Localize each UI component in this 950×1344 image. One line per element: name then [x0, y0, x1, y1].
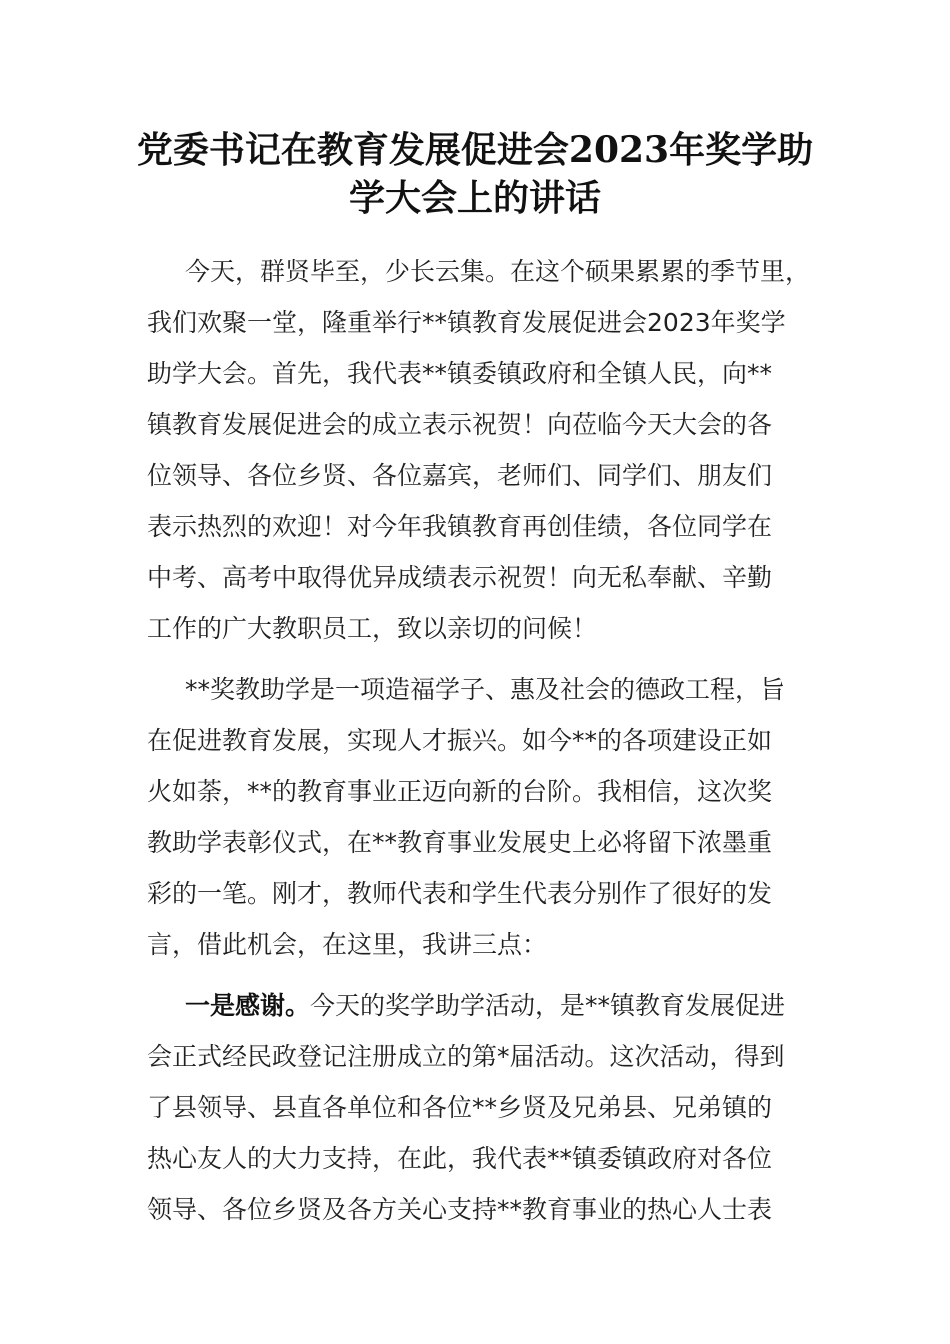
section-lead-heading: 一是感谢。: [185, 991, 311, 1020]
paragraph-line: 火如荼，**的教育事业正迈向新的台阶。我相信，这次奖: [147, 777, 773, 806]
document-title: [120, 126, 830, 222]
paragraph-line: 我们欢聚一堂，隆重举行**镇教育发展促进会2023年奖学: [147, 308, 786, 337]
paragraph-line: 热心友人的大力支持，在此，我代表**镇委镇政府对各位: [147, 1144, 773, 1173]
paragraph-thanks: [147, 980, 809, 1235]
paragraph-line: 会正式经民政登记注册成立的第*届活动。这次活动，得到: [147, 1042, 785, 1071]
document-body: [147, 246, 809, 1245]
paragraph-line: 镇教育发展促进会的成立表示祝贺！向莅临今天大会的各: [147, 410, 773, 439]
paragraph-line: 表示热烈的欢迎！对今年我镇教育再创佳绩，各位同学在: [147, 512, 773, 541]
paragraph-line: 彩的一笔。刚才，教师代表和学生代表分别作了很好的发: [147, 879, 773, 908]
paragraph-line: 教助学表彰仪式，在**教育事业发展史上必将留下浓墨重: [147, 828, 773, 857]
paragraph-line: 位领导、各位乡贤、各位嘉宾，老师们、同学们、朋友们: [147, 461, 773, 490]
title-line-1: 党委书记在教育发展促进会2023年奖学助: [136, 129, 814, 171]
paragraph-line: 助学大会。首先，我代表**镇委镇政府和全镇人民，向**: [147, 359, 773, 388]
paragraph-first-line: [147, 980, 809, 1031]
paragraph-line: 在促进教育发展，实现人才振兴。如今**的各项建设正如: [147, 726, 773, 755]
paragraph-line: 工作的广大教职员工，致以亲切的问候！: [147, 614, 598, 643]
paragraph-line: 中考、高考中取得优异成绩表示祝贺！向无私奉献、辛勤: [147, 563, 773, 592]
paragraph-line: 言，借此机会，在这里，我讲三点：: [147, 930, 548, 959]
paragraph-line: 领导、各位乡贤及各方关心支持**教育事业的热心人士表: [147, 1195, 773, 1224]
paragraph-line-rest: 今天的奖学助学活动，是**镇教育发展促进: [310, 991, 786, 1020]
paragraph-significance: [147, 664, 809, 970]
paragraph-line: 今天，群贤毕至，少长云集。在这个硕果累累的季节里，: [185, 257, 811, 286]
title-line-2: 学大会上的讲话: [348, 177, 601, 219]
paragraph-line: **奖教助学是一项造福学子、惠及社会的德政工程，旨: [185, 675, 786, 704]
paragraph-opening: [147, 246, 809, 654]
paragraph-line: 了县领导、县直各单位和各位**乡贤及兄弟县、兄弟镇的: [147, 1093, 773, 1122]
